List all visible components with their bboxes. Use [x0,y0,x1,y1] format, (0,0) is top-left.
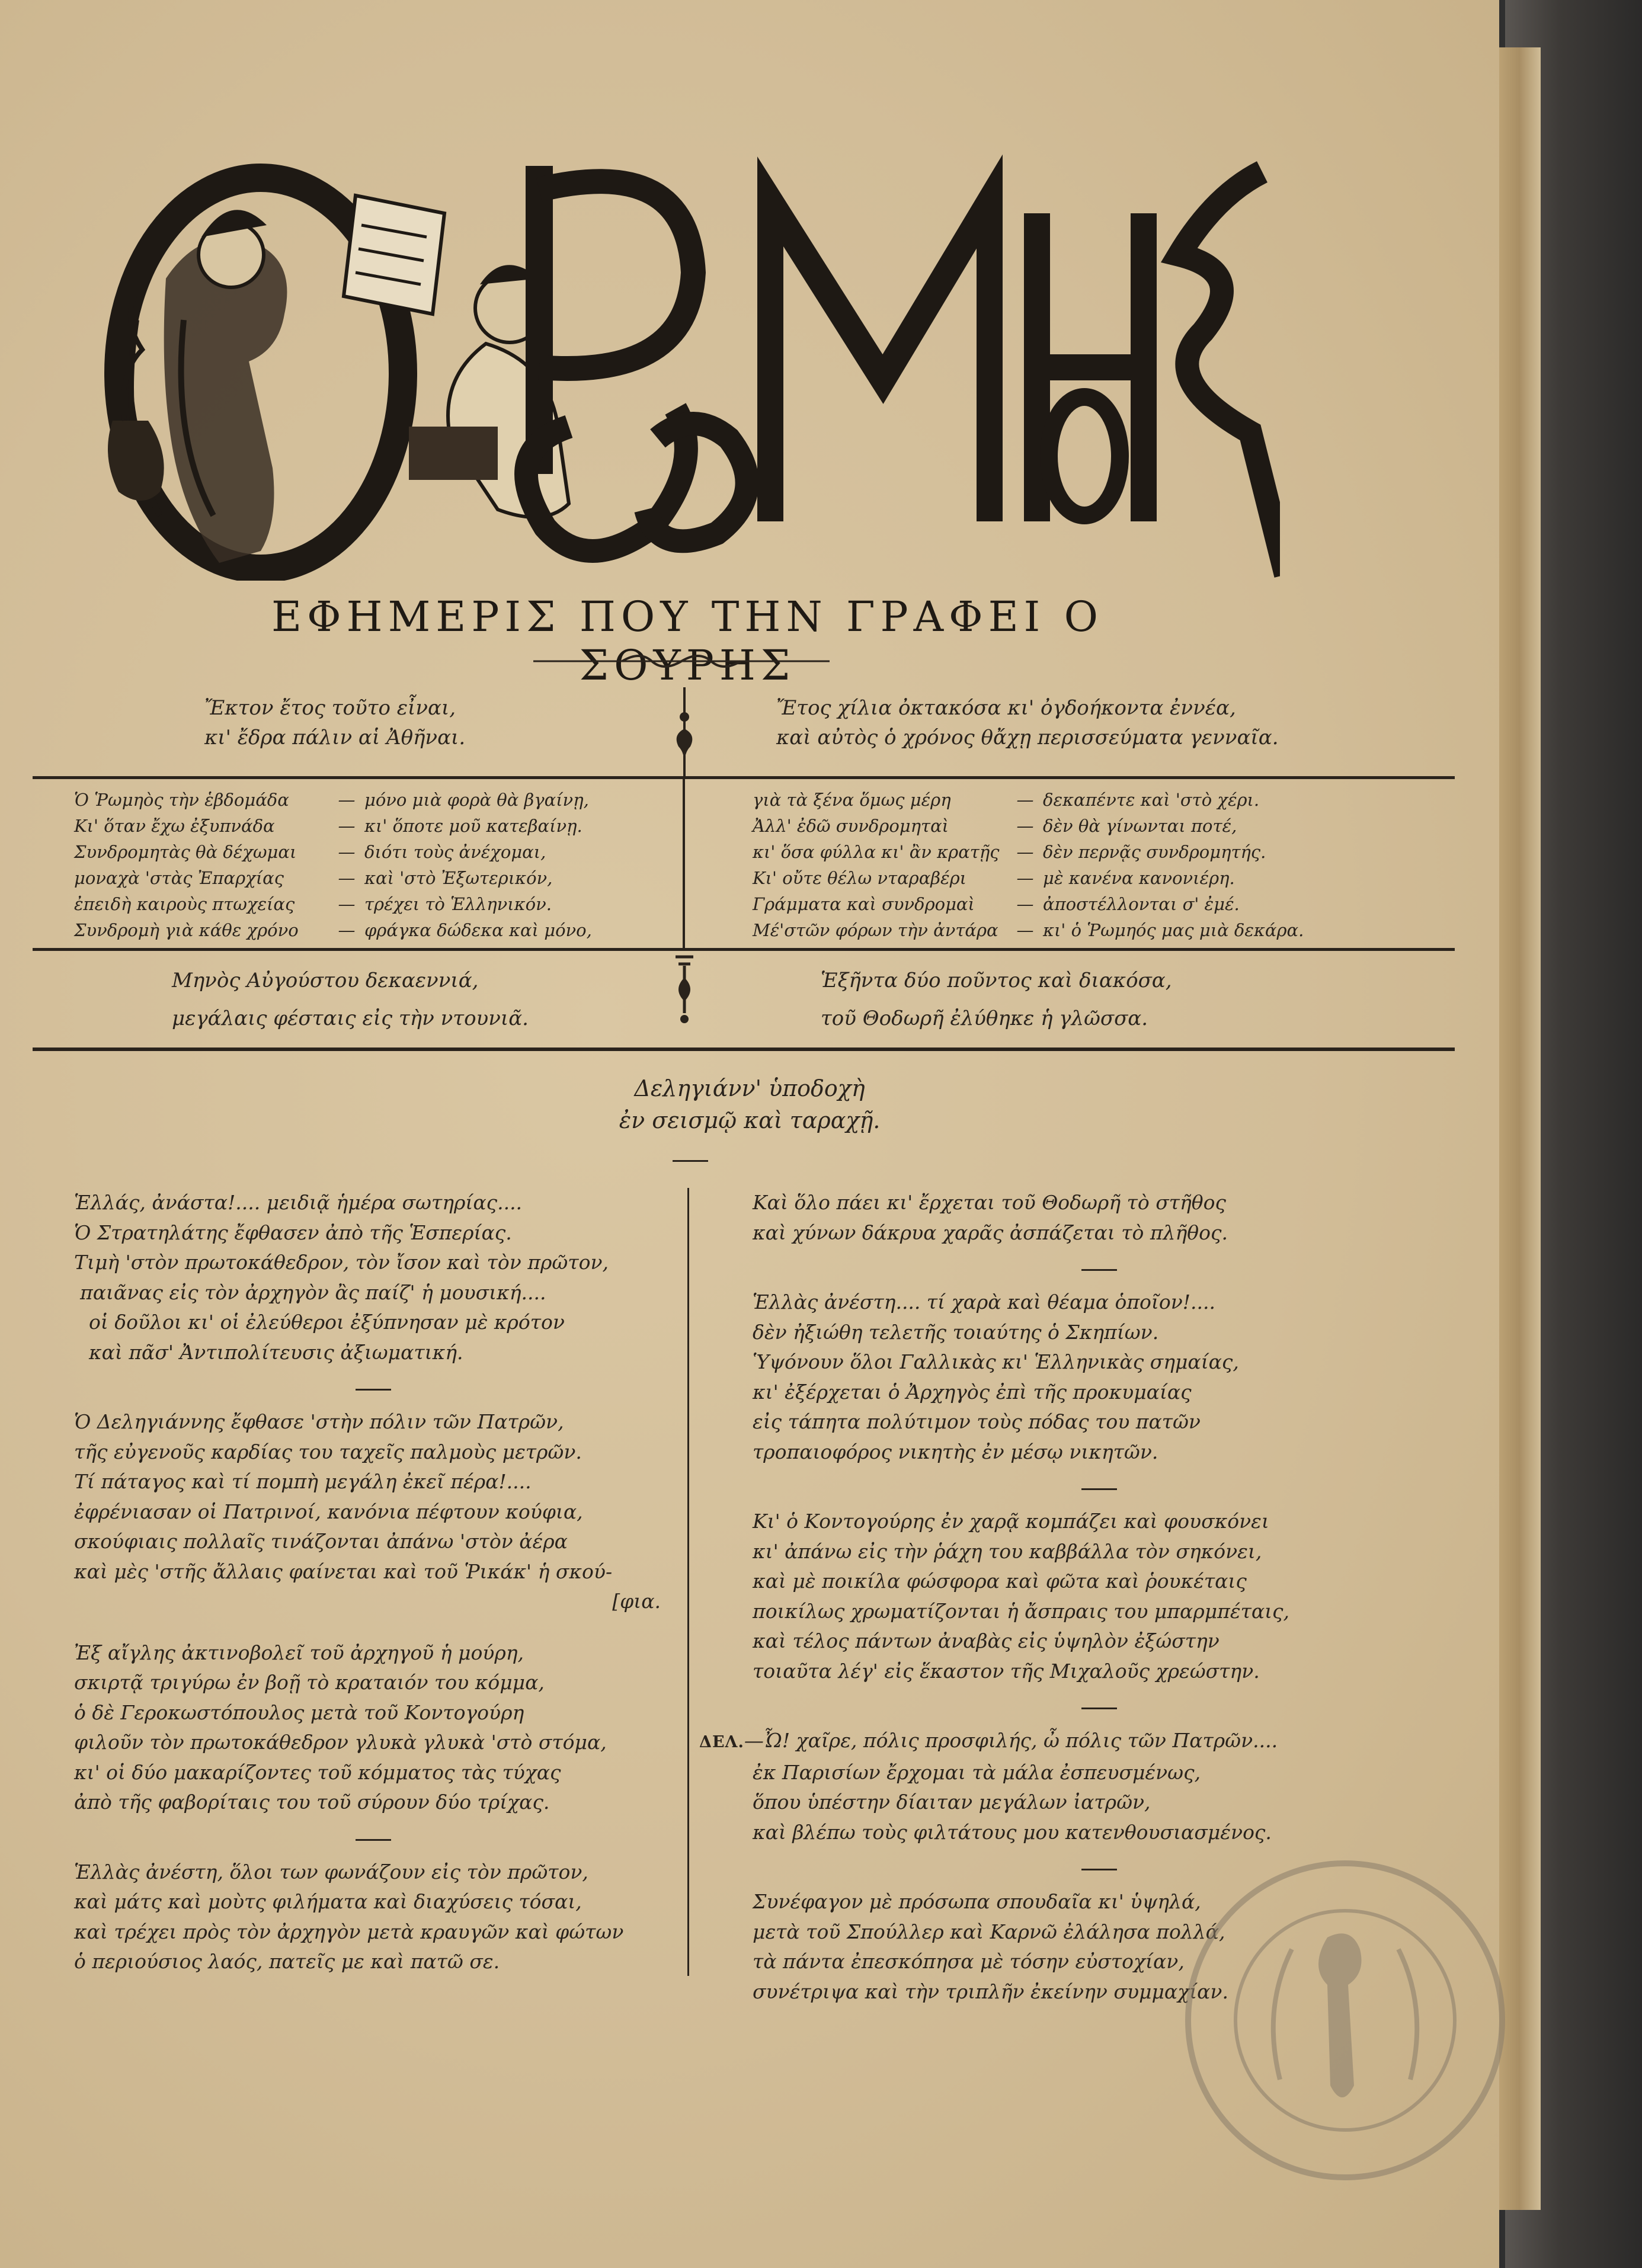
center-vignette-top [670,687,699,776]
verse-line: Συνέφαγον μὲ πρόσωπα σπουδαῖα κι' ὑψηλά, [753,1890,1201,1913]
center-vignette-bottom [670,951,699,1034]
speaker-label: ΔΕΛ. [699,1733,744,1751]
stanza-divider [1081,1269,1117,1271]
terms-right-a: Γράμματα καὶ συνδρομαὶ [753,894,975,914]
terms-right-b: κι' ὁ Ῥωμηός μας μιὰ δεκάρα. [1043,920,1304,940]
speech-line: καὶ βλέπω τοὺς φιλτάτους μου κατενθουσιασμένος. [753,1820,1272,1844]
masthead-illustration [77,142,1280,581]
terms-right-b: μὲ κανένα κανονιέρη. [1043,868,1235,888]
verse-line: Ὁ Δεληγιάννης ἔφθασε 'στὴν πόλιν τῶν Πατρῶν, [74,1410,564,1433]
stanza-divider [356,1389,391,1391]
rule-middle [33,948,1455,951]
verse-line: μετὰ τοῦ Σπούλλερ καὶ Καρνῶ ἐλάλησα πολλά, [753,1920,1225,1943]
verse-line: καὶ μὲς 'στῆς ἄλλαις φαίνεται καὶ τοῦ Ῥικάκ' ἡ σκού- [74,1559,613,1583]
library-stamp [1179,1854,1511,2186]
terms-right-a: Ἀλλ' ἐδῶ συνδρομηταὶ [753,816,949,836]
speech-line [699,1726,1446,1758]
verse-line: καὶ τέλος πάντων ἀναβὰς εἰς ὑψηλὸν ἐξώστην [753,1629,1220,1652]
verse-line: κι' οἱ δύο μακαρίζοντες τοῦ κόμματος τὰς τύχας [74,1760,561,1784]
speech-text: —Ὦ! χαῖρε, πόλις προσφιλής, ὦ πόλις τῶν Πατρῶν.... [744,1729,1278,1752]
dateline-left [204,693,690,752]
verse-line: Ὁ Στρατηλάτης ἔφθασεν ἀπὸ τῆς Ἑσπερίας. [74,1221,512,1244]
verse-line: Ὑψόνουν ὅλοι Γαλλικὰς κι' Ἑλληνικὰς σημαίας, [753,1350,1239,1373]
stanza [753,1188,1446,1248]
masthead [77,142,1280,581]
stanza [74,1857,673,1977]
verse-line: δὲν ἠξιώθη τελετῆς τοιαύτης ὁ Σκηπίων. [753,1320,1159,1344]
terms-left-a: Κι' ὅταν ἔχω ἐξυπνάδα [74,816,275,836]
terms-right-a: Μέ'στῶν φόρων τὴν ἀντάρα [753,920,998,940]
masthead-subtitle: ΕΦΗΜΕΡΙΣ ΠΟΥ ΤΗΝ ΓΡΑΦΕΙ Ο ΣΟΥΡΗΣ [271,592,1103,690]
verse-line: Ἑλλὰς ἀνέστη.... τί χαρὰ καὶ θέαμα ὁποῖον!.... [753,1290,1215,1314]
verse-line: καὶ μάτς καὶ μοὺτς φιλήματα καὶ διαχύσεις τόσαι, [74,1890,582,1913]
verse-line: Ἑλλὰς ἀνέστη, ὅλοι των φωνάζουν εἰς τὸν πρῶτον, [74,1860,588,1883]
terms-left-b: φράγκα δώδεκα καὶ μόνο, [364,920,592,940]
terms-right-a: Κι' οὔτε θέλω νταραβέρι [753,868,967,888]
terms-right-a: κι' ὅσα φύλλα κι' ἂν κρατῇς [753,842,1000,862]
terms-left-line: ἐπειδὴ καιροὺς πτωχείας — τρέχει τὸ Ἑλληνικόν. [74,891,667,917]
verse-line: σκούφιαις πολλαῖς τινάζονται ἀπάνω 'στὸν ἀέρα [74,1530,568,1553]
verse-line: [φια. [612,1590,661,1613]
terms-right-a: γιὰ τὰ ξένα ὅμως μέρη [753,790,951,810]
dateline-left-2: κι' ἔδρα πάλιν αἱ Ἀθῆναι. [204,726,466,749]
terms-right-b: δὲν περνᾷς συνδρομητής. [1043,842,1266,862]
terms-left-a: ἐπειδὴ καιροὺς πτωχείας [74,894,295,914]
verse-line: εἰς τάπητα πολύτιμον τοὺς πόδας του πατῶν [753,1410,1201,1433]
verse-line: τῆς εὐγενοῦς καρδίας του ταχεῖς παλμοὺς μετρῶν. [74,1440,582,1463]
dateline-right-1: Ἔτος χίλια ὀκτακόσα κι' ὀγδοήκοντα ἐννέα, [776,696,1236,720]
verse-line: Κι' ὁ Κοντογούρης ἐν χαρᾷ κομπάζει καὶ φουσκόνει [753,1510,1269,1533]
stanza [74,1407,673,1617]
speech-stanza [699,1726,1446,1847]
terms-right-b: ἀποστέλλονται σ' ἐμέ. [1043,894,1240,914]
verse-line: φιλοῦν τὸν πρωτοκάθεδρον γλυκὰ γλυκὰ 'στὸ στόμα, [74,1731,607,1754]
terms-right-line: Κι' οὔτε θέλω νταραβέρι — μὲ κανένα κανονιέρη. [753,865,1452,891]
verse-line: καὶ πᾶσ' Ἀντιπολίτευσις ἀξιωματική. [89,1340,463,1364]
verse-line: κι' ἀπάνω εἰς τὴν ῥάχη του καββάλλα τὸν σηκόνει, [753,1539,1262,1563]
terms-left-b: τρέχει τὸ Ἑλληνικόν. [364,894,552,914]
terms-left-line: Κι' ὅταν ἔχω ἐξυπνάδα — κι' ὅποτε μοῦ κατεβαίνῃ. [74,813,667,839]
article-headline [0,1072,1499,1136]
rule-bottom [33,1047,1455,1051]
issue-line-left [172,966,646,1033]
verse-line: ὁ περιούσιος λαός, πατεῖς με καὶ πατῶ σε. [74,1950,500,1973]
verse-line: τοιαῦτα λέγ' εἰς ἕκαστον τῆς Μιχαλοῦς χρεώστην. [753,1659,1260,1683]
verse-line: καὶ μὲ ποικίλα φώσφορα καὶ φῶτα καὶ ῥουκέταις [753,1569,1247,1593]
verse-line: καὶ χύνων δάκρυα χαρᾶς ἀσπάζεται τὸ πλῆθος. [753,1221,1228,1244]
issue-right-1: Ἑξῆντα δύο ποῦντος καὶ διακόσα, [821,969,1172,992]
article-left-column [74,1188,673,1998]
verse-line: κι' ἐξέρχεται ὁ Ἀρχηγὸς ἐπὶ τῆς προκυμαίας [753,1380,1192,1404]
verse-line: τροπαιοφόρος νικητὴς ἐν μέσῳ νικητῶν. [753,1440,1158,1463]
terms-right-line: Ἀλλ' ἐδῶ συνδρομηταὶ — δὲν θὰ γίνωνται ποτέ, [753,813,1452,839]
terms-left-line: Ὁ Ῥωμηὸς τὴν ἑβδομάδα — μόνο μιὰ φορὰ θὰ βγαίνῃ, [74,787,667,813]
verse-line: καὶ τρέχει πρὸς τὸν ἀρχηγὸν μετὰ κραυγῶν καὶ φώτων [74,1920,624,1943]
speech-line: ἐκ Παρισίων ἔρχομαι τὰ μάλα ἐσπευσμένως, [753,1760,1201,1784]
column-divider [687,1188,689,1976]
verse-line: παιᾶνας εἰς τὸν ἀρχηγὸν ἂς παίζ' ἡ μουσική.... [80,1280,546,1304]
verse-line: σκιρτᾷ τριγύρω ἐν βοῇ τὸ κραταιόν του κόμμα, [74,1671,545,1694]
terms-left-b: κι' ὅποτε μοῦ κατεβαίνῃ. [364,816,582,836]
terms-right-line: Γράμματα καὶ συνδρομαὶ — ἀποστέλλονται σ' ἐμέ. [753,891,1452,917]
headline-rule [673,1160,708,1162]
verse-line: Τί πάταγος καὶ τί πομπὴ μεγάλη ἐκεῖ πέρα!.... [74,1470,532,1493]
stanza-divider [1081,1488,1117,1490]
subtitle-ornament [533,649,830,673]
issue-left-1: Μηνὸς Αὐγούστου δεκαεννιά, [172,969,479,992]
terms-left-a: Ὁ Ῥωμηὸς τὴν ἑβδομάδα [74,790,289,810]
issue-right-2: τοῦ Θοδωρῆ ἐλύθηκε ἡ γλῶσσα. [821,1007,1148,1030]
stanza-divider [1081,1708,1117,1709]
verse-line: Τιμὴ 'στὸν πρωτοκάθεδρον, τὸν ἴσον καὶ τὸν πρῶτον, [74,1251,609,1274]
stanza [74,1188,673,1367]
headline-line-2: ἐν σεισμῷ καὶ ταραχῇ. [619,1107,881,1133]
verse-line: Καὶ ὅλο πάει κι' ἔρχεται τοῦ Θοδωρῆ τὸ στῆθος [753,1191,1226,1214]
terms-right-b: δεκαπέντε καὶ 'στὸ χέρι. [1043,790,1260,810]
terms-right-line: κι' ὅσα φύλλα κι' ἂν κρατῇς — δὲν περνᾷς συνδρομητής. [753,839,1452,865]
terms-left-a: Συνδρομητὰς θὰ δέχωμαι [74,842,297,862]
terms-left-line: Συνδρομητὰς θὰ δέχωμαι — διότι τοὺς ἀνέχομαι, [74,839,667,865]
verse-line: συνέτριψα καὶ τὴν τριπλῆν ἐκείνην συμμαχίαν. [753,1979,1228,2003]
terms-right-b: δὲν θὰ γίνωνται ποτέ, [1043,816,1237,836]
issue-line-right [821,966,1413,1033]
stanza-divider [1081,1869,1117,1870]
verse-line: Ἐξ αἴγλης ἀκτινοβολεῖ τοῦ ἀρχηγοῦ ἡ μούρη, [74,1641,524,1664]
verse-line: ὁ δὲ Γεροκωστόπουλος μετὰ τοῦ Κοντογούρη [74,1700,524,1724]
stanza [753,1287,1446,1467]
terms-left-a: μοναχὰ 'στὰς Ἐπαρχίας [74,868,284,888]
verse-line: ἀπὸ τῆς φαβορίταις του τοῦ σύρουν δύο τρίχας. [74,1790,550,1814]
headline-line-1: Δεληγιάνν' ὑποδοχὴ [634,1075,865,1101]
dateline-left-1: Ἔκτον ἔτος τοῦτο εἶναι, [204,696,456,720]
rule-center [683,777,685,949]
rule-top [33,776,1455,779]
dateline-right-2: καὶ αὐτὸς ὁ χρόνος θἄχῃ περισσεύματα γενναῖα. [776,726,1279,749]
stanza [753,1507,1446,1686]
terms-left-line: μοναχὰ 'στὰς Ἐπαρχίας — καὶ 'στὸ Ἐξωτερικόν, [74,865,667,891]
terms-left-line: Συνδρομὴ γιὰ κάθε χρόνο — φράγκα δώδεκα καὶ μόνο, [74,917,667,943]
speech-line: ὅπου ὑπέστην δίαιταν μεγάλων ἰατρῶν, [753,1790,1151,1814]
terms-right-line: γιὰ τὰ ξένα ὅμως μέρη — δεκαπέντε καὶ 'στὸ χέρι. [753,787,1452,813]
verse-line: Ἑλλάς, ἀνάστα!.... μειδιᾷ ἡμέρα σωτηρίας.... [74,1191,523,1214]
verse-line: ἐφρένιασαν οἱ Πατρινοί, κανόνια πέφτουν κούφια, [74,1500,583,1523]
stanza [74,1638,673,1818]
verse-line: τὰ πάντα ἐπεσκόπησα μὲ τόσην εὐστοχίαν, [753,1950,1185,1973]
verse-line: ποικίλως χρωματίζονται ἡ ἄσπραις του μπαρμπέταις, [753,1599,1290,1623]
terms-left [74,787,667,943]
terms-left-b: μόνο μιὰ φορὰ θὰ βγαίνῃ, [364,790,589,810]
terms-right [753,787,1452,943]
terms-left-b: καὶ 'στὸ Ἐξωτερικόν, [364,868,553,888]
dateline-right [764,693,1428,752]
terms-left-b: διότι τοὺς ἀνέχομαι, [364,842,546,862]
verse-line: οἱ δοῦλοι κι' οἱ ἐλεύθεροι ἐξύπνησαν μὲ κρότον [89,1311,565,1334]
terms-right-line: Μέ'στῶν φόρων τὴν ἀντάρα — κι' ὁ Ῥωμηός μας μιὰ δεκάρα. [753,917,1452,943]
stanza-divider [356,1839,391,1841]
issue-left-2: μεγάλαις φέσταις εἰς τὴν ντουνιᾶ. [172,1007,529,1030]
terms-left-a: Συνδρομὴ γιὰ κάθε χρόνο [74,920,299,940]
